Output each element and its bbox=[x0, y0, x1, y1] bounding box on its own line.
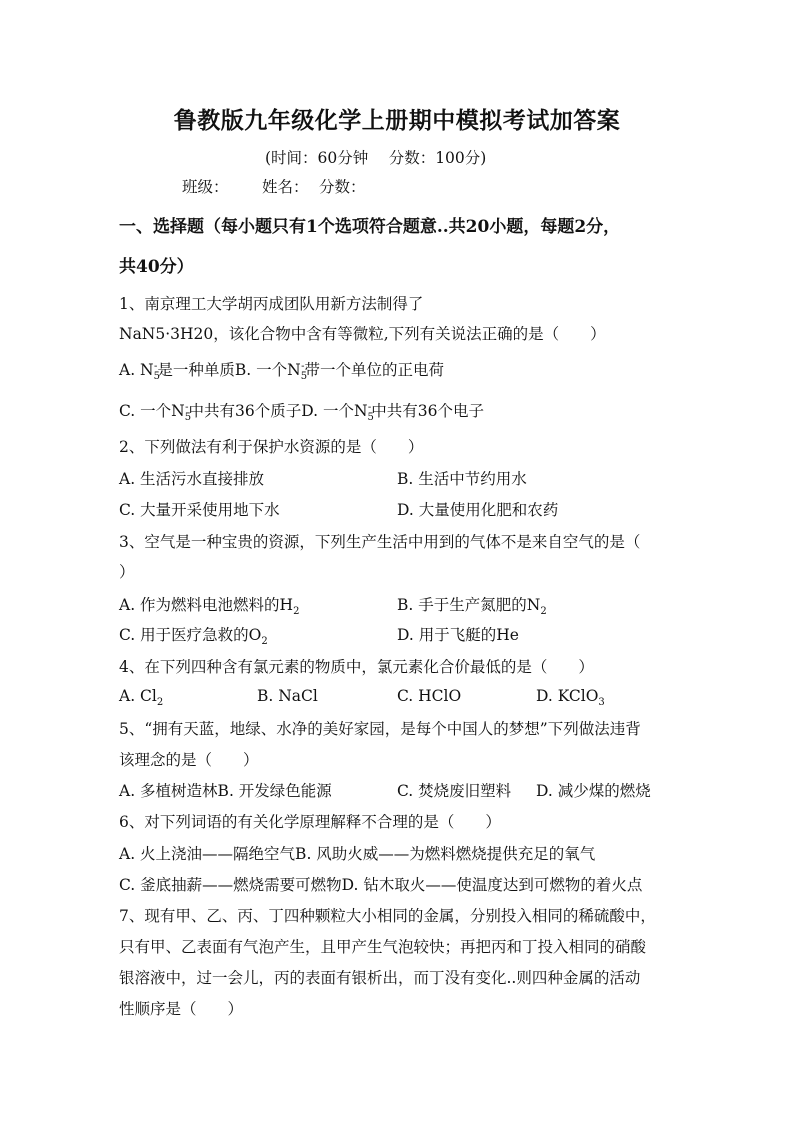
question-4-option-a bbox=[119, 687, 163, 708]
question-4-option-d bbox=[536, 687, 605, 708]
question-7-stem-cont: 性顺序是（ ） bbox=[119, 1000, 244, 1018]
option-c-text: C. 一个N bbox=[119, 402, 185, 420]
question-5-option-ab: A. 多植树造林B. 开发绿色能源 bbox=[119, 782, 332, 800]
option-d-tail: 中共有36个电子 bbox=[371, 402, 485, 420]
option-text: C. 用于医疗急救的O bbox=[119, 626, 262, 644]
question-2-option-a: A. 生活污水直接排放 bbox=[119, 470, 265, 488]
question-7-stem: 7、现有甲、乙、丙、丁四种颗粒大小相同的金属，分别投入相同的稀硫酸中， bbox=[119, 907, 656, 925]
option-b-tail: 带一个单位的正电荷 bbox=[304, 361, 444, 379]
question-6-option-cd: C. 釜底抽薪——燃烧需要可燃物D. 钻木取火——使温度达到可燃物的着火点 bbox=[119, 876, 643, 894]
subtitle: (时间：60分钟 分数：100分) bbox=[265, 149, 487, 167]
subscript: 5 bbox=[300, 371, 308, 383]
question-7-stem-cont: 银溶液中，过一会儿，丙的表面有银析出，而丁没有变化..则四种金属的活动 bbox=[119, 969, 641, 987]
option-text: A. Cl bbox=[119, 687, 157, 705]
question-3-option-c bbox=[119, 623, 268, 647]
option-text: D. KClO bbox=[536, 687, 599, 705]
question-5-option-d: D. 减少煤的燃烧 bbox=[536, 782, 651, 800]
option-c-tail: 中共有36个质子D. 一个N bbox=[188, 402, 368, 420]
section-heading: 一、选择题（每小题只有1个选项符合题意..共20小题，每题2分， bbox=[119, 217, 621, 237]
superscript: - bbox=[367, 401, 372, 413]
question-5-stem: 5、“拥有天蓝，地绿、水净的美好家园，是每个中国人的梦想”下列做法违背 bbox=[119, 720, 641, 738]
question-6-option-ab: A. 火上浇油——隔绝空气B. 风助火威——为燃料燃烧提供充足的氧气 bbox=[119, 845, 596, 863]
question-4-option-c: C. HClO bbox=[397, 687, 462, 705]
question-1-stem: 1、南京理工大学胡丙成团队用新方法制得了 bbox=[119, 295, 424, 313]
superscript: - bbox=[185, 401, 189, 413]
option-text: A. 作为燃料电池燃料的H bbox=[119, 596, 294, 614]
name-label: 姓名： bbox=[262, 178, 309, 196]
class-label: 班级： bbox=[182, 178, 229, 196]
question-2-option-b: B. 生活中节约用水 bbox=[397, 470, 527, 488]
question-6-stem: 6、对下列词语的有关化学原理解释不合理的是（ ） bbox=[119, 813, 501, 831]
score-label: 分数： bbox=[319, 178, 366, 196]
question-3-option-a bbox=[119, 593, 299, 617]
question-3-option-d: D. 用于飞艇的He bbox=[397, 626, 519, 644]
page-title: 鲁教版九年级化学上册期中模拟考试加答案 bbox=[173, 107, 621, 134]
superscript: - bbox=[301, 360, 305, 372]
question-1-stem-cont: NaN5·3H20，该化合物中含有等微粒,下列有关说法正确的是（ ） bbox=[119, 325, 606, 343]
subscript: 2 bbox=[156, 697, 164, 709]
option-text: B. 手于生产氮肥的N bbox=[397, 596, 541, 614]
question-1-options-ab bbox=[119, 358, 444, 382]
question-3-option-b bbox=[397, 593, 547, 617]
question-2-option-d: D. 大量使用化肥和农药 bbox=[397, 501, 559, 519]
question-2-option-c: C. 大量开采使用地下水 bbox=[119, 501, 280, 519]
option-a-tail: 是一种单质B. 一个N bbox=[157, 361, 301, 379]
question-7-stem-cont: 只有甲、乙表面有气泡产生，且甲产生气泡较快；再把丙和丁投入相同的硝酸 bbox=[119, 938, 647, 956]
question-4-stem: 4、在下列四种含有氯元素的物质中，氯元素化合价最低的是（ ） bbox=[119, 658, 594, 676]
question-5-option-c: C. 焚烧废旧塑料 bbox=[397, 782, 512, 800]
option-a-text: A. N bbox=[119, 361, 154, 379]
subscript: 2 bbox=[293, 606, 300, 618]
question-5-stem-cont: 该理念的是（ ） bbox=[119, 751, 259, 769]
question-3-stem-cont: ） bbox=[119, 563, 135, 581]
subscript: 5 bbox=[184, 412, 192, 424]
subscript: 2 bbox=[261, 636, 268, 648]
subscript: 5 bbox=[367, 412, 374, 424]
section-heading-cont: 共40分） bbox=[119, 257, 194, 277]
question-1-options-cd bbox=[119, 399, 484, 423]
superscript: - bbox=[154, 360, 158, 372]
subscript: 2 bbox=[540, 606, 547, 618]
subscript: 5 bbox=[153, 371, 160, 383]
subscript: 3 bbox=[598, 697, 605, 709]
question-3-stem: 3、空气是一种宝贵的资源，下列生产生活中用到的气体不是来自空气的是（ bbox=[119, 533, 641, 551]
question-4-option-b: B. NaCl bbox=[257, 687, 318, 705]
question-2-stem: 2、下列做法有利于保护水资源的是（ ） bbox=[119, 438, 424, 456]
